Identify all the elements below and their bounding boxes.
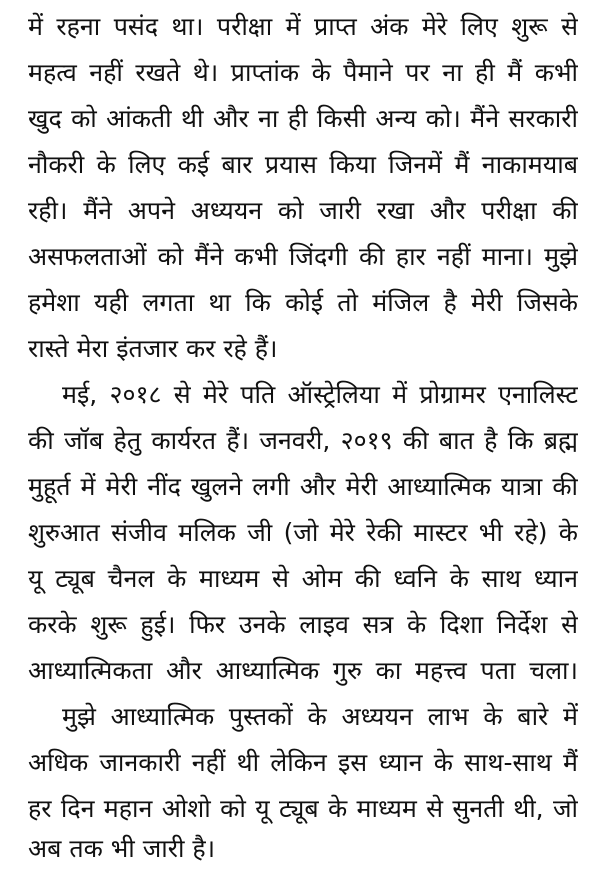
- text-line: करके शुरू हुई। फिर उनके लाइव सत्र के दिशा निर्देश से: [28, 610, 578, 639]
- paragraph-end-line: अब तक भी जारी है।: [28, 834, 216, 863]
- paragraph-end-line: रास्ते मेरा इंतजार कर रहे हैं।: [28, 334, 278, 363]
- text-line: मुहूर्त में मेरी नींद खुलने लगी और मेरी आध्यात्मिक यात्रा की: [28, 472, 578, 501]
- paragraph-start-line: मुझे आध्यात्मिक पुस्तकों के अध्ययन लाभ के बारे में: [62, 702, 578, 731]
- text-line: महत्व नहीं रखते थे। प्राप्तांक के पैमाने पर ना ही मैं कभी: [28, 58, 578, 87]
- text-line: में रहना पसंद था। परीक्षा में प्राप्त अंक मेरे लिए शुरू से: [28, 12, 578, 41]
- paragraph-start-line: मई, २०१८ से मेरे पति ऑस्ट्रेलिया में प्रोग्रामर एनालिस्ट: [62, 380, 578, 409]
- text-line: की जॉब हेतु कार्यरत हैं। जनवरी, २०१९ की बात है कि ब्रह्म: [28, 426, 578, 455]
- paragraph-end-line: आध्यात्मिकता और आध्यात्मिक गुरु का महत्त्व पता चला।: [28, 656, 578, 685]
- text-line: अधिक जानकारी नहीं थी लेकिन इस ध्यान के साथ-साथ मैं: [28, 748, 578, 777]
- text-line: शुरुआत संजीव मलिक जी (जो मेरे रेकी मास्टर भी रहे) के: [28, 518, 578, 547]
- text-line: हमेशा यही लगता था कि कोई तो मंजिल है मेरी जिसके: [28, 288, 578, 317]
- text-line: रही। मैंने अपने अध्ययन को जारी रखा और परीक्षा की: [28, 196, 578, 225]
- text-line: असफलताओं को मैंने कभी जिंदगी की हार नहीं माना। मुझे: [28, 242, 578, 271]
- text-line: यू ट्यूब चैनल के माध्यम से ओम की ध्वनि के साथ ध्यान: [28, 564, 578, 593]
- text-line: नौकरी के लिए कई बार प्रयास किया जिनमें मैं नाकामयाब: [28, 150, 578, 179]
- text-line: हर दिन महान ओशो को यू ट्यूब के माध्यम से सुनती थी, जो: [28, 794, 578, 823]
- text-line: खुद को आंकती थी और ना ही किसी अन्य को। मैंने सरकारी: [28, 104, 578, 133]
